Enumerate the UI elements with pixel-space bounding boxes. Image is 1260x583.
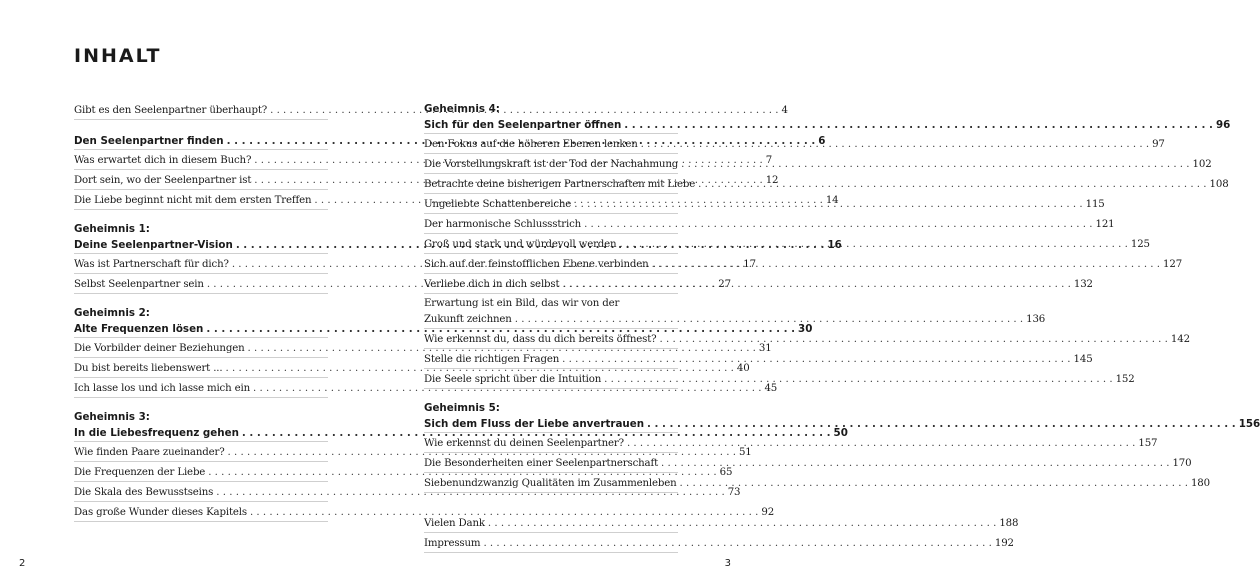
toc-entry-title: Zukunft zeichnen [424, 314, 512, 325]
toc-page-number: 156 [1238, 418, 1260, 430]
toc-entry-title: Ich lasse los und ich lasse mich ein [74, 383, 251, 394]
toc-page-number: 30 [798, 323, 813, 335]
toc-entry[interactable] [424, 216, 1115, 234]
toc-entry-title: Sich dem Fluss der Liebe anvertrauen [424, 418, 645, 430]
toc-entry-title: Wie erkennst du, dass du dich bereits öffnest? [424, 334, 657, 345]
toc-page-number: 65 [719, 467, 733, 478]
toc-entry-title: Die Besonderheiten einer Seelenpartnerschaft [424, 458, 659, 469]
section-label: Geheimnis 3: [74, 411, 150, 423]
toc-entry[interactable] [74, 320, 813, 338]
dot-leader [621, 116, 1216, 134]
toc-page-number: 142 [1170, 334, 1190, 345]
dot-leader [512, 311, 1026, 329]
toc-entry-title: Die Liebe beginnt nicht mit dem ersten Treffen [74, 195, 312, 206]
section-label: Geheimnis 1: [74, 223, 150, 235]
toc-entry[interactable] [424, 156, 1212, 174]
toc-entry-title: Erwartung ist ein Bild, das wir von der [424, 298, 620, 309]
dot-leader [581, 216, 1095, 234]
toc-page-number: 157 [1138, 438, 1158, 449]
toc-entry-title: Deine Seelenpartner-Vision [74, 239, 233, 251]
toc-entry[interactable] [74, 484, 741, 502]
section-label: Geheimnis 2: [74, 307, 150, 319]
dot-leader [658, 455, 1172, 473]
toc-page-number: 132 [1073, 279, 1093, 290]
toc-entry-title: Stelle die richtigen Fragen [424, 354, 560, 365]
toc-entry-title: Dort sein, wo der Seelenpartner ist [74, 175, 252, 186]
toc-entry-title: Wie erkennst du deinen Seelenpartner? [424, 438, 624, 449]
toc-page-number: 145 [1073, 354, 1093, 365]
section-label: Geheimnis 5: [424, 402, 500, 414]
dot-leader [644, 415, 1239, 433]
toc-page-number: 16 [827, 239, 842, 251]
toc-entry-title: Vielen Dank [424, 518, 485, 529]
toc-page-number: 152 [1115, 374, 1135, 385]
toc-page-number: 188 [999, 518, 1019, 529]
section-gap [424, 505, 678, 515]
section-gap [74, 296, 328, 306]
toc-entry-title: Gibt es den Seelenpartner überhaupt? [74, 105, 268, 116]
toc-page-number: 170 [1172, 458, 1192, 469]
toc-entry-title: Verliebe dich in dich selbst [424, 279, 560, 290]
toc-entry-title: Sich für den Seelenpartner öffnen [424, 119, 622, 131]
toc-entry[interactable] [424, 535, 1014, 553]
dot-leader [649, 256, 1163, 274]
toc-entry-title: In die Liebesfrequenz gehen [74, 427, 239, 439]
dot-leader [678, 156, 1192, 174]
section-gap [74, 400, 328, 410]
toc-page-number: 125 [1130, 239, 1150, 250]
toc-page-number: 192 [994, 538, 1014, 549]
toc-entry[interactable] [74, 504, 775, 522]
toc-entry-title: Was ist Partnerschaft für dich? [74, 259, 229, 270]
toc-entry[interactable] [424, 116, 1231, 134]
toc-page-number: 50 [833, 427, 848, 439]
toc-entry[interactable] [74, 360, 750, 378]
dot-leader [559, 351, 1073, 369]
toc-entry[interactable] [74, 380, 778, 398]
toc-page-number: 121 [1095, 219, 1115, 230]
toc-page-number: 102 [1192, 159, 1212, 170]
toc-entry-title: Sich auf der feinstofflichen Ebene verbinden [424, 259, 649, 270]
toc-page-number: 12 [765, 175, 779, 186]
dot-leader [601, 371, 1115, 389]
toc-entry-title: Das große Wunder dieses Kapitels [74, 507, 247, 518]
dot-leader [616, 236, 1130, 254]
toc-entry-title: Was erwartet dich in diesem Buch? [74, 155, 252, 166]
toc-page-number: 115 [1085, 199, 1105, 210]
toc-page-number: 180 [1190, 478, 1210, 489]
page-number-left: 2 [19, 558, 26, 569]
toc-entry-title: Groß und stark und würdevoll werden [424, 239, 617, 250]
toc-page-number: 6 [818, 135, 826, 147]
toc-page-number: 108 [1209, 179, 1229, 190]
toc-entry[interactable] [74, 444, 752, 462]
toc-entry[interactable] [74, 340, 772, 358]
dot-leader [571, 196, 1085, 214]
toc-page-number: 40 [736, 363, 750, 374]
toc-entry-line [424, 296, 678, 311]
dot-leader [559, 276, 1073, 294]
toc-entry-title: Alte Frequenzen lösen [74, 323, 204, 335]
toc-page-number: 97 [1152, 139, 1165, 150]
dot-leader [656, 331, 1170, 349]
toc-entry-title: Du bist bereits liebenswert ... [74, 363, 223, 374]
toc-page-number: 51 [738, 447, 752, 458]
toc-page-number: 127 [1163, 259, 1183, 270]
section-gap [74, 212, 328, 222]
toc-page-number: 14 [825, 195, 839, 206]
toc-page-number: 31 [758, 343, 772, 354]
toc-entry-title: Betrachte deine bisherigen Partnerschaften mit Liebe [424, 179, 696, 190]
toc-page-number: 136 [1026, 314, 1046, 325]
dot-leader [677, 475, 1191, 493]
toc-entry-title: Selbst Seelenpartner sein [74, 279, 204, 290]
toc-entry[interactable] [74, 464, 733, 482]
dot-leader [695, 176, 1209, 194]
toc-entry-title: Die Frequenzen der Liebe [74, 467, 206, 478]
section-gap [424, 495, 678, 505]
toc-entry-title: Der harmonische Schlussstrich [424, 219, 582, 230]
toc-page-number: 4 [781, 105, 788, 116]
toc-entry-title: Wie finden Paare zueinander? [74, 447, 225, 458]
toc-page-number: 92 [761, 507, 775, 518]
toc-page-number: 96 [1215, 119, 1231, 131]
dot-leader [480, 535, 994, 553]
page-title: INHALT [74, 45, 162, 67]
dot-leader [624, 435, 1138, 453]
toc-entry-title: Den Fokus auf die höheren Ebenen lenken [424, 139, 638, 150]
toc-entry-title: Die Vorbilder deiner Beziehungen [74, 343, 245, 354]
toc-page-number: 73 [727, 487, 741, 498]
toc-entry-title: Die Skala des Bewusstseins [74, 487, 214, 498]
toc-entry-title: Siebenundzwanzig Qualitäten im Zusammenleben [424, 478, 677, 489]
toc-page-number: 7 [765, 155, 773, 166]
toc-page-number: 27 [718, 279, 731, 290]
toc-page-number: 45 [764, 383, 778, 394]
toc-entry[interactable] [424, 136, 1165, 154]
toc-entry-title: Ungeliebte Schattenbereiche [424, 199, 572, 210]
toc-page-number: 17 [743, 259, 756, 270]
section-gap [74, 122, 328, 132]
toc-entry-title: Den Seelenpartner finden [74, 135, 224, 147]
dot-leader [638, 136, 1152, 154]
section-gap [424, 391, 678, 401]
page-number-right: 3 [724, 558, 731, 569]
toc-entry-title: Die Seele spricht über die Intuition [424, 374, 602, 385]
section-label: Geheimnis 4: [424, 103, 500, 115]
toc-entry-title: Die Vorstellungskraft ist der Tod der Nachahmung [424, 159, 679, 170]
dot-leader [485, 515, 999, 533]
toc-entry-title: Impressum [424, 538, 481, 549]
toc-entry[interactable] [424, 515, 1019, 533]
